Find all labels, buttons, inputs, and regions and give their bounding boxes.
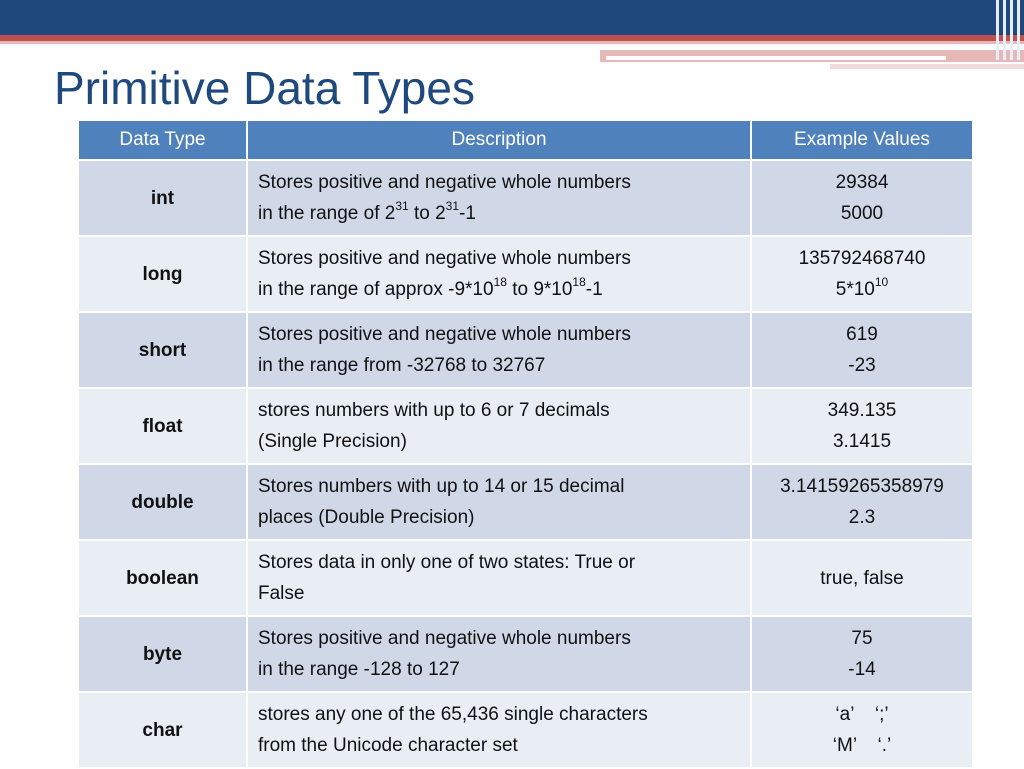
table-header-row [78,120,973,160]
example-values: 29384 5000 [751,160,973,236]
column-header-example-values: Example Values [751,120,973,160]
type-description: Stores positive and negative whole numbers in the range of $2^{31}$ to $2^{31}-1$ [247,160,751,236]
data-types-table [77,119,974,769]
column-header-data-type: Data Type [78,120,247,160]
table-row-double [78,464,973,540]
type-name: int [78,160,247,236]
type-description: Stores positive and negative whole numbers in the range from -32768 to 32767 [247,312,751,388]
table-row-int [78,160,973,236]
type-name: double [78,464,247,540]
decorative-vertical-lines [994,0,1024,60]
header-accent-line-light [0,41,1024,44]
example-values: true, false [751,540,973,616]
table-row-boolean [78,540,973,616]
decorative-stripe-inner [606,56,946,60]
type-description: stores any one of the 65,436 single characters from the Unicode character set [247,692,751,768]
example-values: 349.135 3.1415 [751,388,973,464]
type-description: Stores positive and negative whole numbers in the range -128 to 127 [247,616,751,692]
type-description: Stores data in only one of two states: True or False [247,540,751,616]
type-name: boolean [78,540,247,616]
type-description: Stores numbers with up to 14 or 15 decimal places (Double Precision) [247,464,751,540]
header-bar [0,0,1024,35]
example-values: 3.14159265358979 2.3 [751,464,973,540]
table-row-char [78,692,973,768]
type-name: byte [78,616,247,692]
type-name: float [78,388,247,464]
table-row-byte [78,616,973,692]
type-description: Stores positive and negative whole numbers in the range of approx $-9*10^{18}$ to $9*10^{18}-1$ [247,236,751,312]
decorative-stripe-small [830,64,1024,69]
example-values: 135792468740 $5*10^{10}$ [751,236,973,312]
example-values: 619 -23 [751,312,973,388]
type-description: stores numbers with up to 6 or 7 decimals (Single Precision) [247,388,751,464]
table-row-float [78,388,973,464]
table-row-long [78,236,973,312]
type-name: char [78,692,247,768]
example-values: 75 -14 [751,616,973,692]
column-header-description: Description [247,120,751,160]
example-values: ‘a’ ‘;’ ‘M’ ‘.’ [751,692,973,768]
slide-title: Primitive Data Types [54,62,475,114]
type-name: long [78,236,247,312]
type-name: short [78,312,247,388]
table-row-short [78,312,973,388]
